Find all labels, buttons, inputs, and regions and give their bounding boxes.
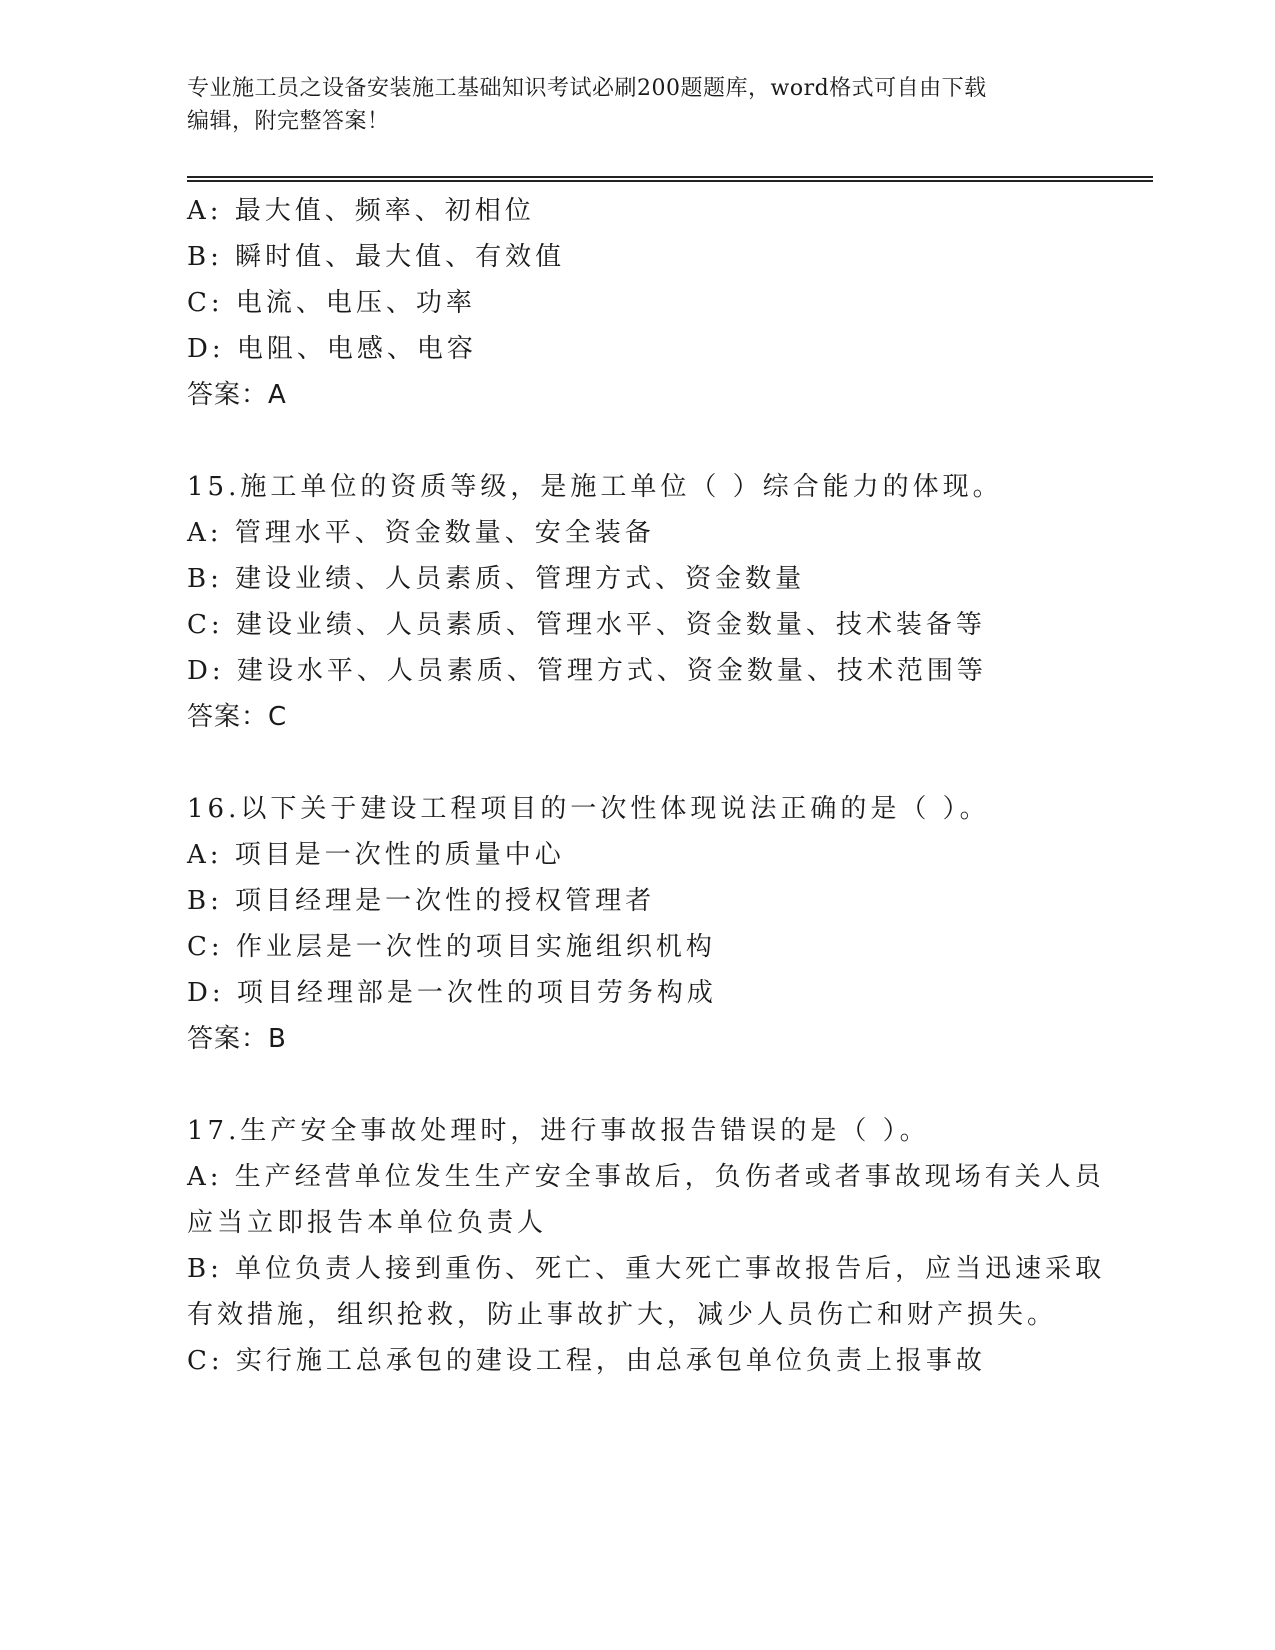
option-a-line-2: 应当立即报告本单位负责人	[187, 1208, 548, 1238]
question-14-block	[187, 188, 1087, 418]
option-a-line-1: A: 生产经营单位发生生产安全事故后，负伤者或者事故现场有关人员	[187, 1162, 1105, 1192]
header-divider	[187, 176, 1153, 182]
header-title-line-2: 编辑，附完整答案！	[187, 109, 390, 134]
option-d: D: 项目经理部是一次性的项目劳务构成	[187, 978, 717, 1008]
answer-line: 答案：A	[187, 380, 287, 410]
question-text: 17.生产安全事故处理时，进行事故报告错误的是（ ）。	[187, 1116, 930, 1146]
question-15-block	[187, 464, 1087, 740]
question-17-block	[187, 1108, 1106, 1384]
option-c: C: 实行施工总承包的建设工程，由总承包单位负责上报事故	[187, 1346, 986, 1376]
document-header	[187, 72, 1067, 138]
option-c: C: 建设业绩、人员素质、管理水平、资金数量、技术装备等	[187, 610, 986, 640]
option-a: A: 最大值、频率、初相位	[187, 196, 535, 226]
option-a: A: 项目是一次性的质量中心	[187, 840, 565, 870]
option-b-line-2: 有效措施，组织抢救，防止事故扩大，减少人员伤亡和财产损失。	[187, 1300, 1058, 1330]
answer-line: 答案：C	[187, 702, 288, 732]
option-b: B: 瞬时值、最大值、有效值	[187, 242, 566, 272]
question-list	[187, 188, 1106, 1384]
option-c: C: 电流、电压、功率	[187, 288, 476, 318]
option-d: D: 建设水平、人员素质、管理方式、资金数量、技术范围等	[187, 656, 987, 686]
answer-line: 答案：B	[187, 1024, 287, 1054]
question-text: 15.施工单位的资质等级，是施工单位（ ）综合能力的体现。	[187, 472, 1003, 502]
option-b: B: 建设业绩、人员素质、管理方式、资金数量	[187, 564, 806, 594]
question-text: 16.以下关于建设工程项目的一次性体现说法正确的是（ ）。	[187, 794, 990, 824]
spacer	[187, 1062, 1087, 1108]
option-c: C: 作业层是一次性的项目实施组织机构	[187, 932, 716, 962]
header-title-line-1: 专业施工员之设备安装施工基础知识考试必刷200题题库，word格式可自由下载	[187, 76, 987, 101]
question-16-block	[187, 786, 1087, 1062]
option-b: B: 项目经理是一次性的授权管理者	[187, 886, 656, 916]
spacer	[187, 740, 1087, 786]
option-a: A: 管理水平、资金数量、安全装备	[187, 518, 655, 548]
option-b-line-1: B: 单位负责人接到重伤、死亡、重大死亡事故报告后，应当迅速采取	[187, 1254, 1106, 1284]
spacer	[187, 418, 1087, 464]
option-d: D: 电阻、电感、电容	[187, 334, 477, 364]
